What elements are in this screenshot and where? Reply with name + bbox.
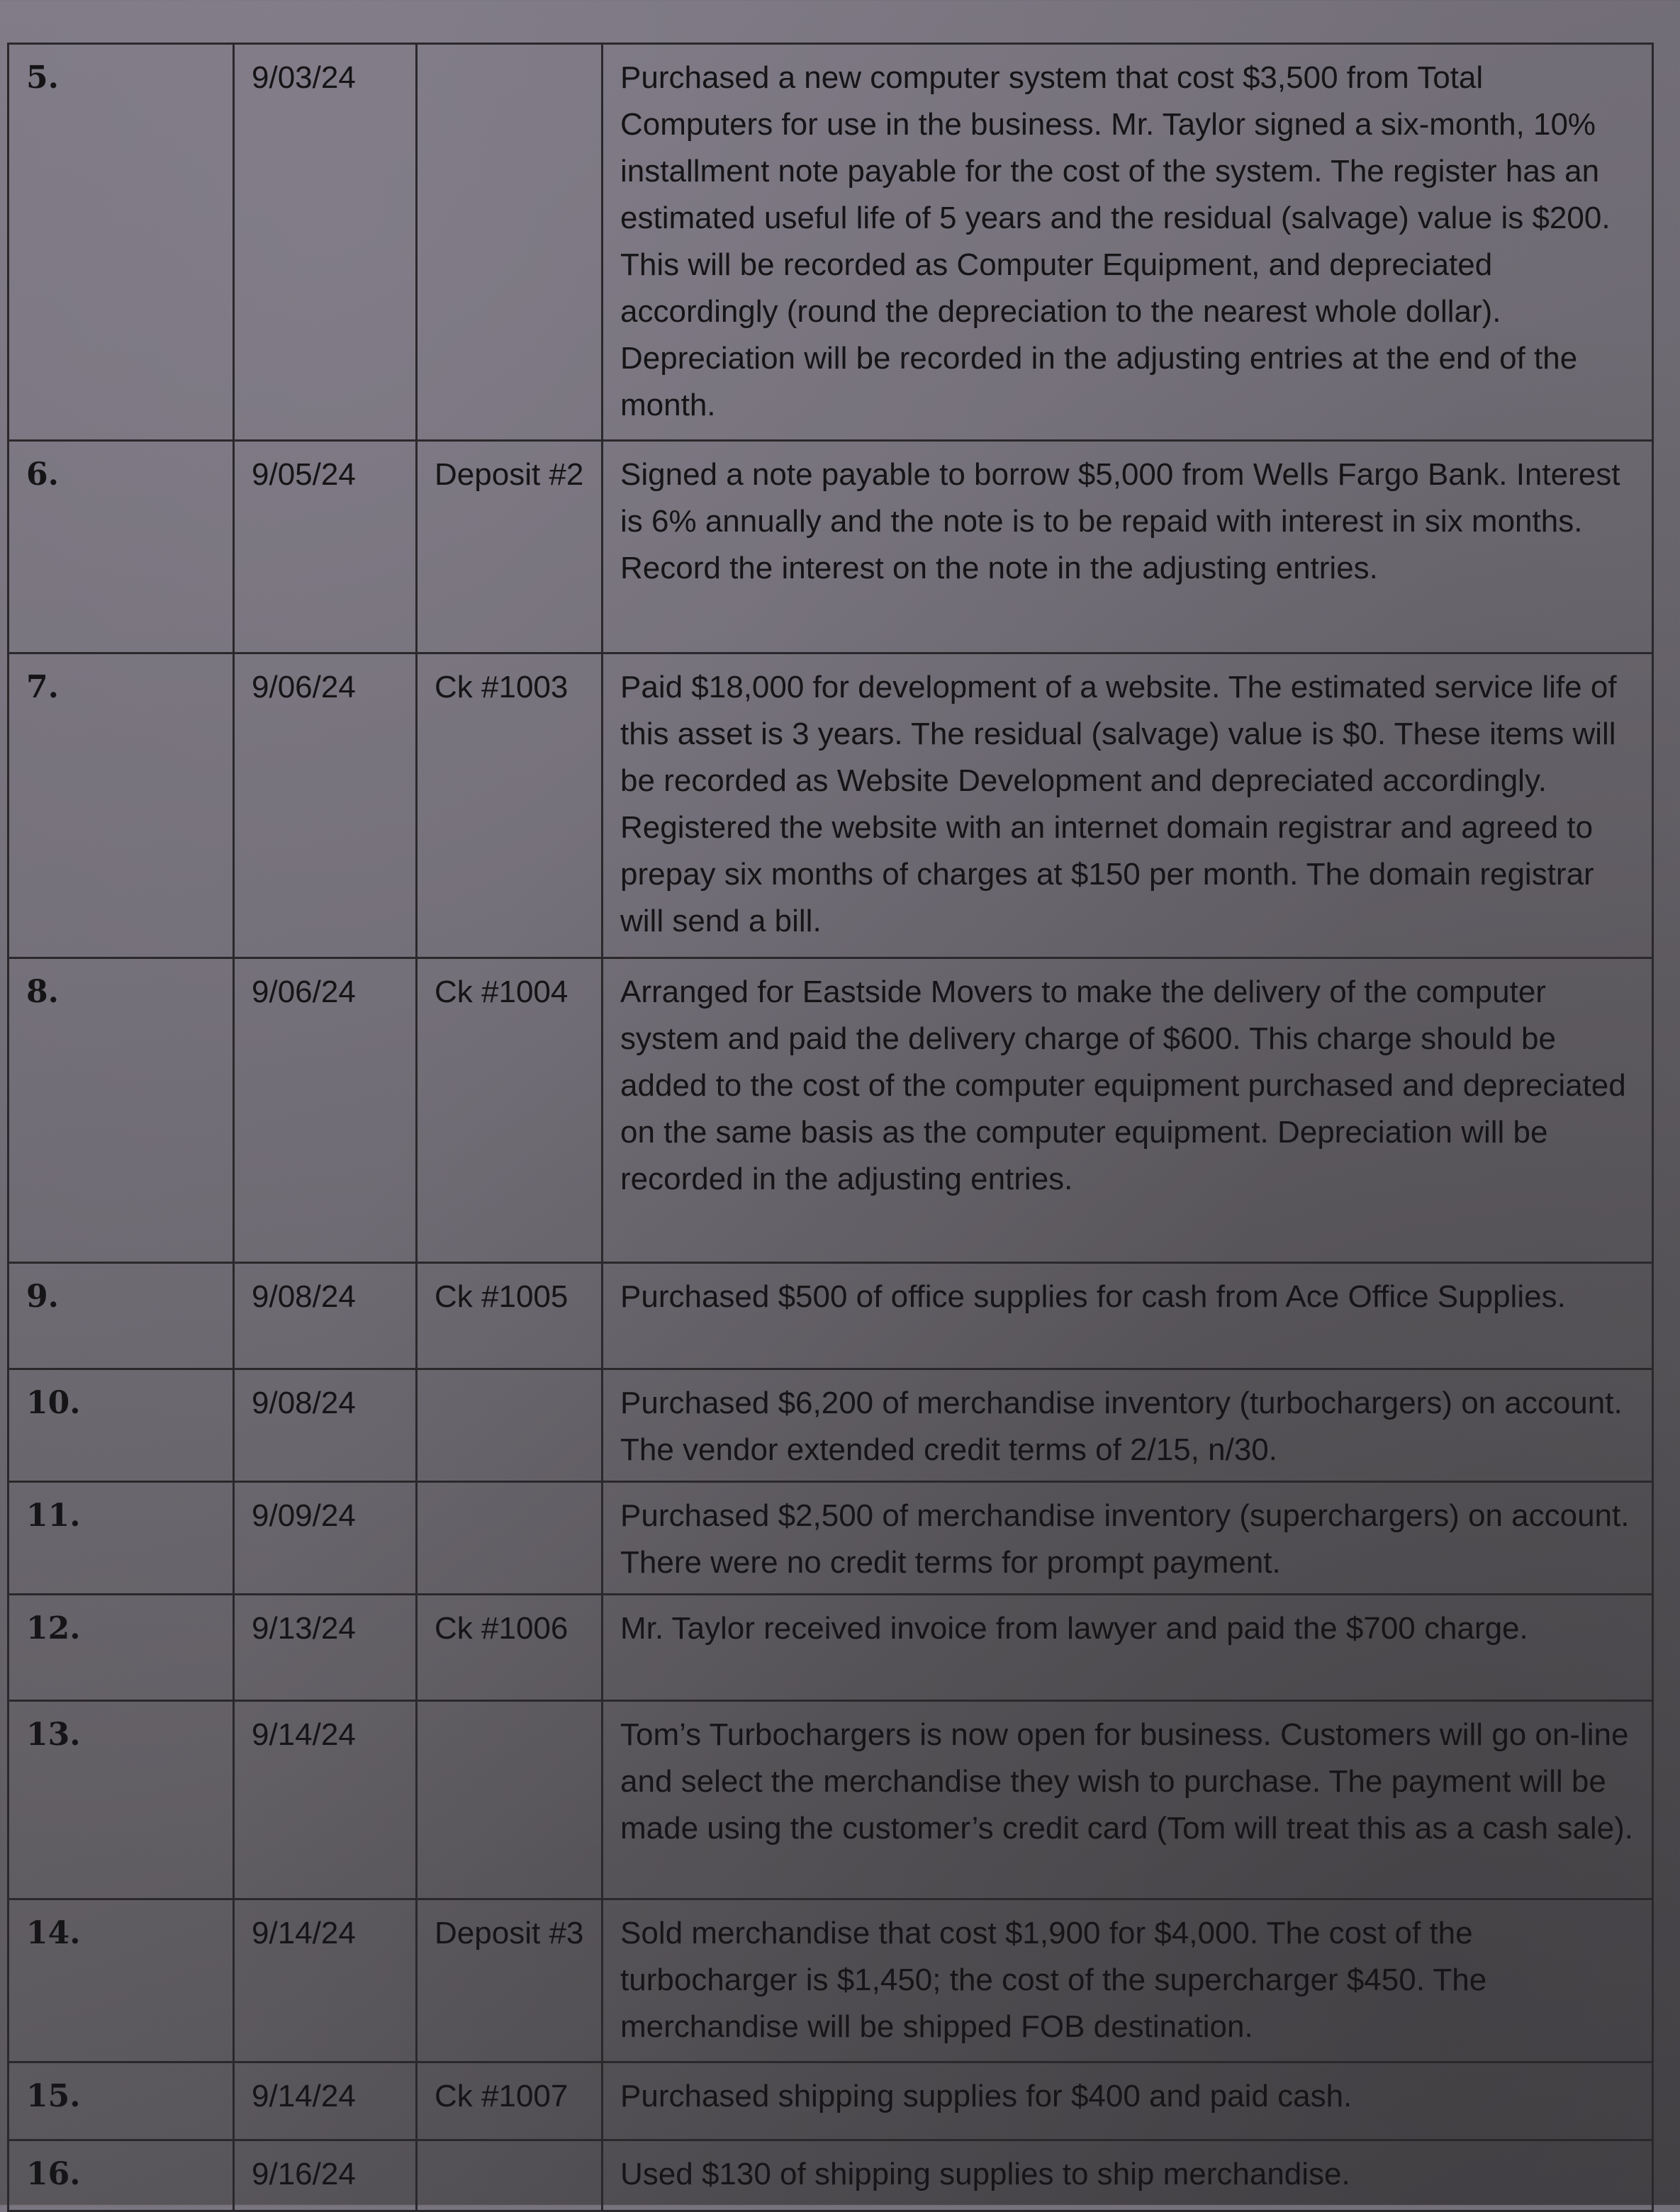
row-number: 8. bbox=[9, 958, 234, 1263]
row-date: 9/03/24 bbox=[234, 44, 417, 441]
table-row bbox=[9, 2140, 1653, 2211]
row-number: 9. bbox=[9, 1263, 234, 1369]
row-description: Used $130 of shipping supplies to ship merchandise. bbox=[603, 2140, 1653, 2211]
table-row bbox=[9, 958, 1653, 1263]
row-number: 11. bbox=[9, 1482, 234, 1595]
row-description: Purchased a new computer system that cost $3,500 from Total Computers for use in the business. Mr. Taylor signed a six-month, 10% installment note payable for the cost of the system. The register has an estimated useful life of 5 years and the residual (salvage) value is $200. This will be recorded as Computer Equipment, and depreciated accordingly (round the depreciation to the nearest whole dollar). Depreciation will be recorded in the adjusting entries at the end of the month. bbox=[603, 44, 1653, 441]
row-reference: Ck #1006 bbox=[417, 1595, 603, 1701]
row-reference: Deposit #3 bbox=[417, 1899, 603, 2062]
row-date: 9/16/24 bbox=[234, 2140, 417, 2211]
table-row bbox=[9, 44, 1653, 441]
row-reference bbox=[417, 1701, 603, 1899]
row-number: 15. bbox=[9, 2062, 234, 2140]
table-row bbox=[9, 1595, 1653, 1701]
row-number: 7. bbox=[9, 653, 234, 958]
table-row bbox=[9, 1701, 1653, 1899]
row-number: 12. bbox=[9, 1595, 234, 1701]
row-description: Sold merchandise that cost $1,900 for $4,000. The cost of the turbocharger is $1,450; the cost of the supercharger $450. The merchandise will be shipped FOB destination. bbox=[603, 1899, 1653, 2062]
row-description: Signed a note payable to borrow $5,000 from Wells Fargo Bank. Interest is 6% annually and the note is to be repaid with interest in six months. Record the interest on the note in the adjusting entries. bbox=[603, 441, 1653, 653]
row-reference bbox=[417, 44, 603, 441]
row-date: 9/13/24 bbox=[234, 1595, 417, 1701]
row-date: 9/14/24 bbox=[234, 2062, 417, 2140]
row-number: 16. bbox=[9, 2140, 234, 2211]
row-reference: Ck #1004 bbox=[417, 958, 603, 1263]
row-date: 9/08/24 bbox=[234, 1263, 417, 1369]
row-description: Paid $18,000 for development of a website. The estimated service life of this asset is 3 years. The residual (salvage) value is $0. These items will be recorded as Website Development and depreciated accordingly. Registered the website with an internet domain registrar and agreed to prepay six months of charges at $150 per month. The domain registrar will send a bill. bbox=[603, 653, 1653, 958]
table-row bbox=[9, 1369, 1653, 1482]
row-number: 10. bbox=[9, 1369, 234, 1482]
table-row bbox=[9, 441, 1653, 653]
table-row bbox=[9, 1263, 1653, 1369]
row-description: Purchased shipping supplies for $400 and paid cash. bbox=[603, 2062, 1653, 2140]
row-reference: Ck #1005 bbox=[417, 1263, 603, 1369]
table-row bbox=[9, 653, 1653, 958]
row-date: 9/05/24 bbox=[234, 441, 417, 653]
row-date: 9/06/24 bbox=[234, 958, 417, 1263]
table-row bbox=[9, 1899, 1653, 2062]
row-date: 9/14/24 bbox=[234, 1899, 417, 2062]
row-description: Purchased $500 of office supplies for cash from Ace Office Supplies. bbox=[603, 1263, 1653, 1369]
row-reference: Deposit #2 bbox=[417, 441, 603, 653]
row-description: Purchased $2,500 of merchandise inventory (superchargers) on account. There were no credit terms for prompt payment. bbox=[603, 1482, 1653, 1595]
row-number: 14. bbox=[9, 1899, 234, 2062]
row-reference bbox=[417, 1482, 603, 1595]
table-row bbox=[9, 1482, 1653, 1595]
row-description: Mr. Taylor received invoice from lawyer and paid the $700 charge. bbox=[603, 1595, 1653, 1701]
table-row bbox=[9, 2062, 1653, 2140]
row-reference: Ck #1003 bbox=[417, 653, 603, 958]
row-date: 9/09/24 bbox=[234, 1482, 417, 1595]
row-reference: Ck #1007 bbox=[417, 2062, 603, 2140]
row-description: Purchased $6,200 of merchandise inventory (turbochargers) on account. The vendor extended credit terms of 2/15, n/30. bbox=[603, 1369, 1653, 1482]
row-number: 13. bbox=[9, 1701, 234, 1899]
row-date: 9/08/24 bbox=[234, 1369, 417, 1482]
row-reference bbox=[417, 2140, 603, 2211]
row-number: 6. bbox=[9, 441, 234, 653]
row-description: Arranged for Eastside Movers to make the delivery of the computer system and paid the delivery charge of $600. This charge should be added to the cost of the computer equipment purchased and depreciated on the same basis as the computer equipment. Depreciation will be recorded in the adjusting entries. bbox=[603, 958, 1653, 1263]
transaction-table bbox=[7, 43, 1654, 2212]
row-date: 9/14/24 bbox=[234, 1701, 417, 1899]
row-number: 5. bbox=[9, 44, 234, 441]
row-date: 9/06/24 bbox=[234, 653, 417, 958]
row-reference bbox=[417, 1369, 603, 1482]
row-description: Tom’s Turbochargers is now open for business. Customers will go on-line and select the merchandise they wish to purchase. The payment will be made using the customer’s credit card (Tom will treat this as a cash sale). bbox=[603, 1701, 1653, 1899]
